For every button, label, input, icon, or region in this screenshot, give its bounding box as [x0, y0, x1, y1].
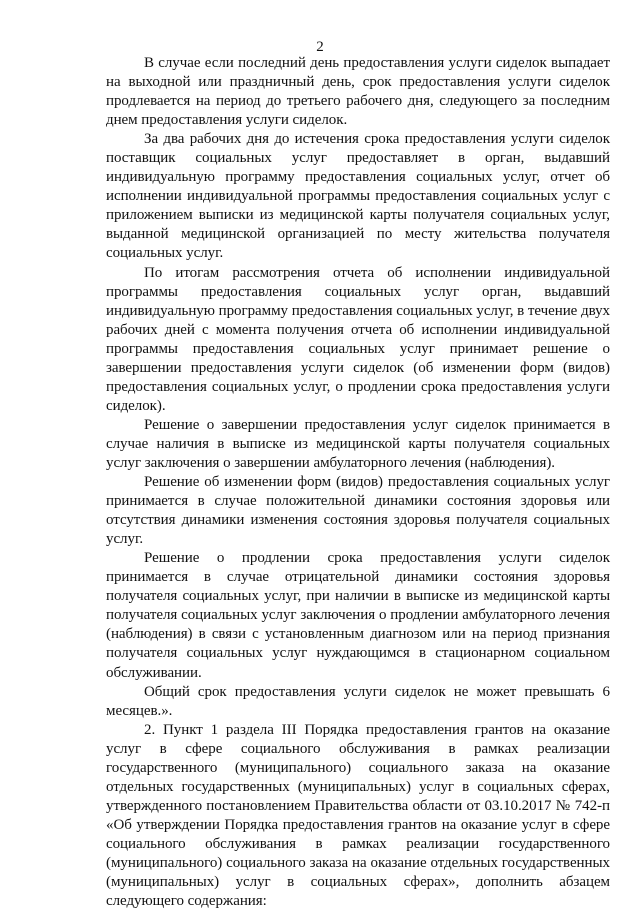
page-number: 2 — [316, 39, 324, 55]
document-body — [106, 54, 610, 911]
paragraph-2: За два рабочих дня до истечения срока предоставления услуги сиделок поставщик социальных услуг предоставляет в орган, выдавший индивидуальную программу предоставления социальных услуг, отчет об исполнении индивидуальной программы предоставления социальных услуг с приложением выписки из медицинской карты получателя социальных услуг, выданной медицинской организацией по месту жительства получателя социальных услуг. — [106, 131, 610, 262]
paragraph-8: 2. Пункт 1 раздела III Порядка предоставления грантов на оказание услуг в сфере социального обслуживания в рамках реализации государственного (муниципального) социального заказа на оказание отдельных государственных (муниципальных) услуг в социальных сферах, утвержденного постановлением Правительства области от 03.10.2017 № 742-п «Об утверждении Порядка предоставления грантов на оказание услуг в сфере социального обслуживания в рамках реализации государственного (муниципального) социального заказа на оказание отдельных государственных (муниципальных) услуг в социальных сферах», дополнить абзацем следующего содержания: — [106, 721, 610, 910]
paragraph-4: Решение о завершении предоставления услуг сиделок принимается в случае наличия в выписке из медицинской карты получателя социальных услуг заключения о завершении амбулаторного лечения (наблюдения). — [106, 416, 610, 471]
paragraph-5: Решение об изменении форм (видов) предоставления социальных услуг принимается в случае положительной динамики состояния здоровья или отсутствия динамики изменения состояния здоровья получателя социальных услуг. — [106, 474, 610, 548]
paragraph-6: Решение о продлении срока предоставления услуги сиделок принимается в случае отрицательной динамики состояния здоровья получателя социальных услуг, при наличии в выписке из медицинской карты получателя социальных услуг заключения о продлении амбулаторного лечения (наблюдения) в связи с установленным диагнозом или на период признания получателя социальных услуг нуждающимся в стационарном социальном обслуживании. — [106, 550, 610, 681]
paragraph-3: По итогам рассмотрения отчета об исполнении индивидуальной программы предоставления социальных услуг орган, выдавший индивидуальную программу предоставления социальных услуг, в течение двух рабочих дней с момента получения отчета об исполнении индивидуальной программы предоставления социальных услуг принимает решение о завершении предоставления услуги сиделок (об изменении форм (видов) предоставления социальных услуг, о продлении срока предоставления услуги сиделок). — [106, 264, 610, 414]
paragraph-1: В случае если последний день предоставления услуги сиделок выпадает на выходной или праздничный день, срок предоставления услуги сиделок продлевается на период до третьего рабочего дня, следующего за последним днем предоставления услуги сиделок. — [106, 55, 610, 129]
paragraph-7: Общий срок предоставления услуги сиделок не может превышать 6 месяцев.». — [106, 683, 610, 719]
